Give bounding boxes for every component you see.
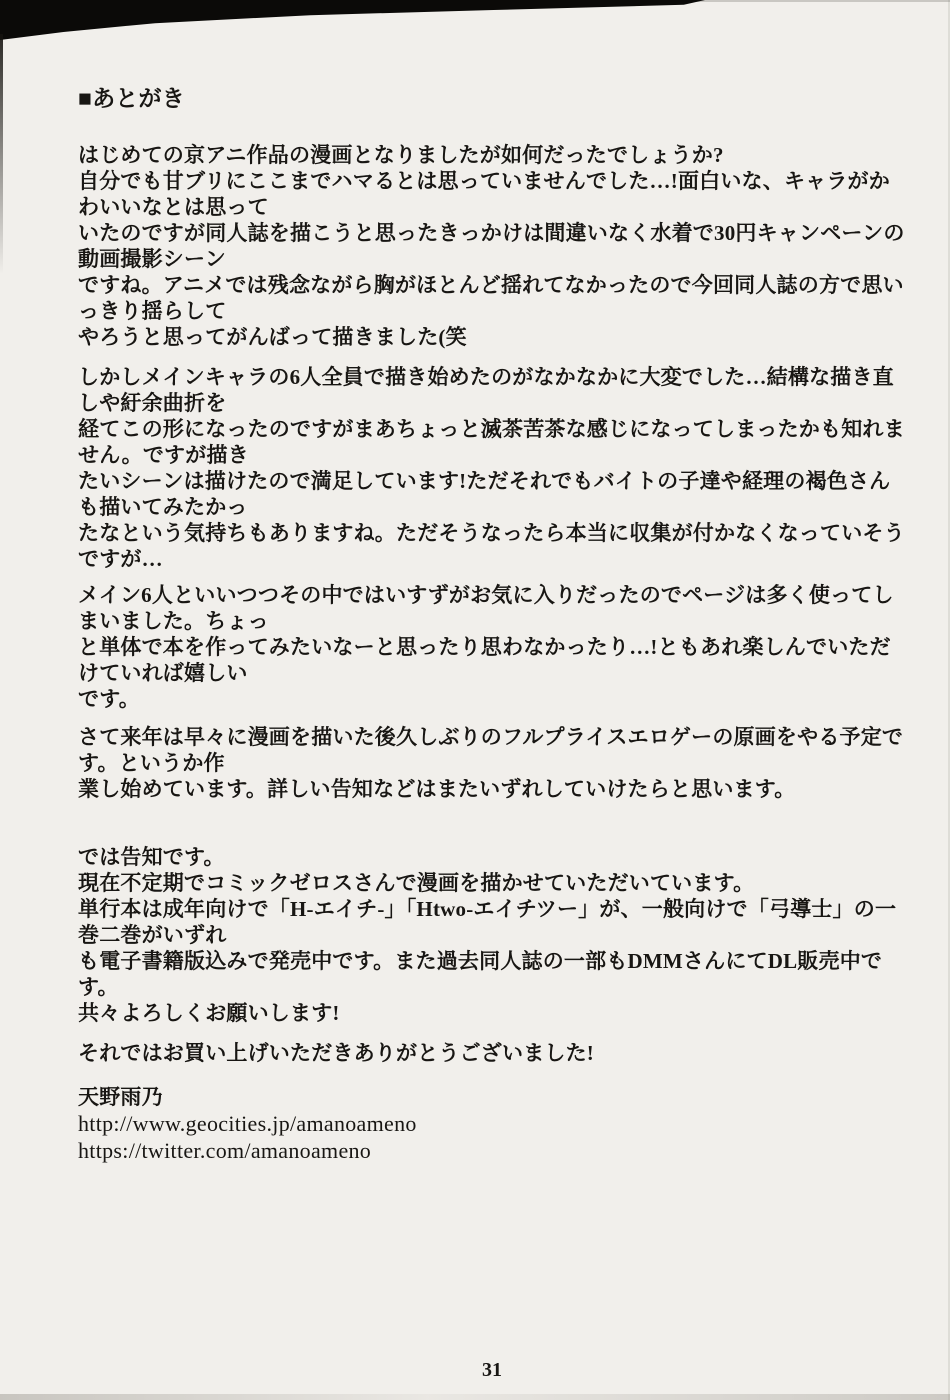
paragraph-next-year <box>78 724 908 802</box>
paragraph-line: さて来年は早々に漫画を描いた後久しぶりのフルプライスエロゲーの原画をやる予定です。というか作 <box>78 725 904 775</box>
page-number: 31 <box>482 1359 502 1381</box>
announcement-section <box>78 844 908 1026</box>
afterword-heading: ■あとがき <box>78 86 185 111</box>
scan-left-edge-shadow <box>0 34 3 274</box>
paragraph-line: 経てこの形になったのですがまあちょっと滅茶苦茶な感じになってしまったかも知れません。ですが描き <box>78 417 905 467</box>
closing-thanks: それではお買い上げいただきありがとうございました! <box>78 1041 594 1065</box>
paragraph-line: 自分でも甘ブリにここまでハマるとは思っていませんでした…!面白いな、キャラがかわいいなとは思って <box>78 169 890 219</box>
afterword-content <box>78 0 908 1164</box>
paragraph-line: やろうと思ってがんばって描きました(笑 <box>78 325 467 349</box>
paragraph-intro <box>78 142 908 350</box>
author-name: 天野雨乃 <box>78 1085 163 1109</box>
paragraph-favorite <box>78 582 908 712</box>
announcement-line: 共々よろしくお願いします! <box>78 1001 340 1025</box>
paragraph-line: です。 <box>78 687 140 711</box>
paragraph-characters <box>78 364 908 572</box>
paragraph-line: はじめての京アニ作品の漫画となりましたが如何だったでしょうか? <box>78 143 724 167</box>
paragraph-line: しかしメインキャラの6人全員で描き始めたのがなかなかに大変でした…結構な描き直しや紆余曲折を <box>78 365 894 415</box>
paragraph-line: ですね。アニメでは残念ながら胸がほとんど揺れてなかったので今回同人誌の方で思いっきり揺らして <box>78 273 904 323</box>
paragraph-line: たなという気持ちもありますね。ただそうなったら本当に収集が付かなくなっていそうですが… <box>78 521 905 571</box>
paragraph-line: 業し始めています。詳しい告知などはまたいずれしていけたらと思います。 <box>78 777 796 801</box>
author-block <box>78 1084 908 1164</box>
announcement-line: も電子書籍版込みで発売中です。また過去同人誌の一部もDMMさんにてDL販売中です。 <box>78 949 883 999</box>
announcement-line: 単行本は成年向けで「H-エイチ-」「Htwo-エイチツー」が、一般向けで「弓導士」の一巻二巻がいずれ <box>78 897 897 947</box>
paragraph-line: たいシーンは描けたので満足しています!ただそれでもバイトの子達や経理の褐色さんも描いてみたかっ <box>78 469 891 519</box>
paragraph-line: いたのですが同人誌を描こうと思ったきっかけは間違いなく水着で30円キャンペーンの動画撮影シーン <box>78 221 905 271</box>
author-website-url: http://www.geocities.jp/amanoameno <box>78 1111 417 1136</box>
scan-bottom-edge-shadow <box>0 1394 950 1400</box>
announcement-line: 現在不定期でコミックゼロスさんで漫画を描かせていただいています。 <box>78 871 755 895</box>
paragraph-line: メイン6人といいつつその中ではいすずがお気に入りだったのでページは多く使ってしまいました。ちょっ <box>78 583 894 633</box>
paragraph-line: と単体で本を作ってみたいなーと思ったり思わなかったり…!ともあれ楽しんでいただけていれば嬉しい <box>78 635 891 685</box>
announcement-line: では告知です。 <box>78 845 225 869</box>
author-twitter-url: https://twitter.com/amanoameno <box>78 1138 372 1163</box>
